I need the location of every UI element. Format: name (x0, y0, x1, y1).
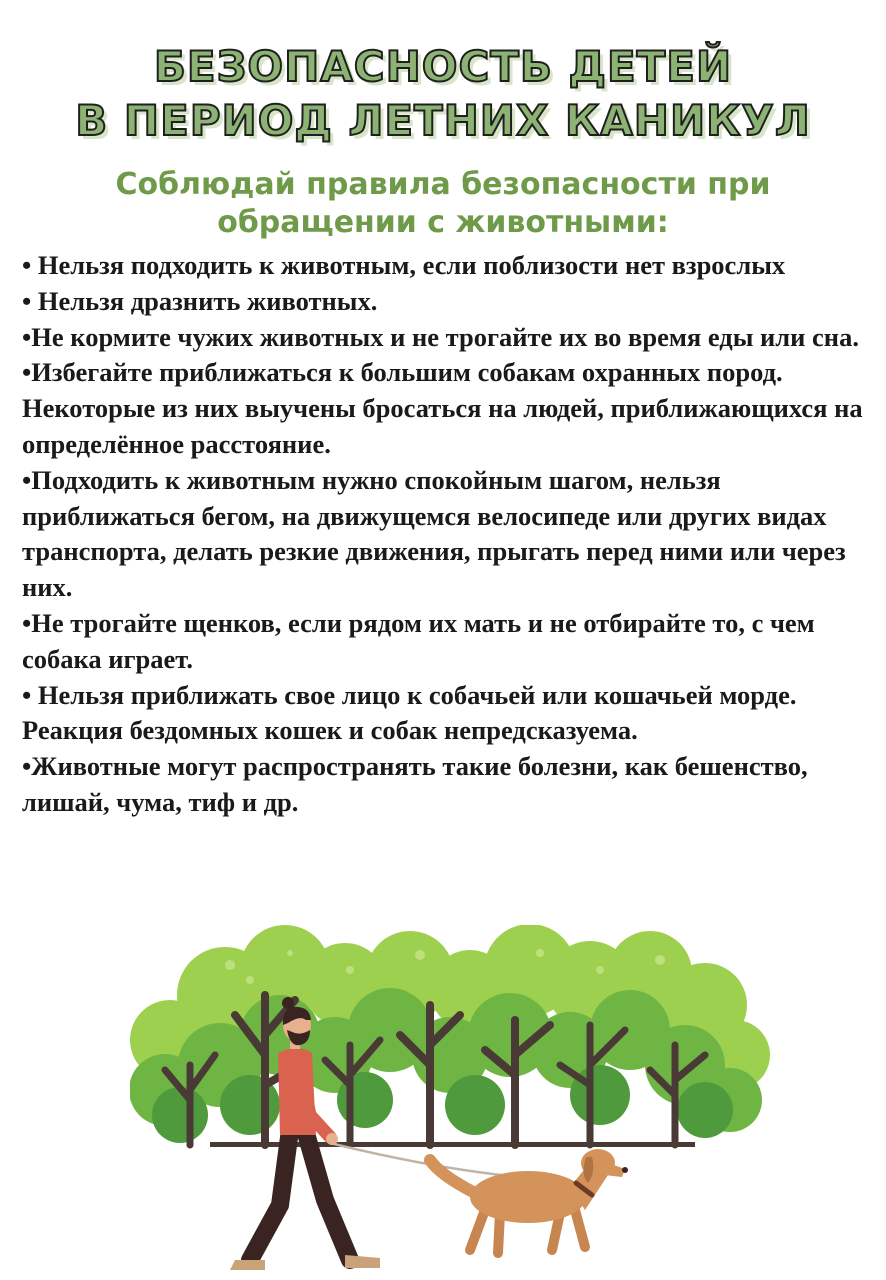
rule-item: •Не трогайте щенков, если рядом их мать и не отбирайте то, с чем собака играет. (22, 607, 815, 674)
rule-item: •Подходить к животным нужно спокойным шагом, нельзя приближаться бегом, на движущемся велосипеде или других видах транспорта, делать резкие движения, прыгать перед ними или через них. (22, 464, 846, 603)
rule-item: •Избегайте приближаться к большим собакам охранных пород. Некоторые из них выучены бросаться на людей, приближающихся на определённое расстояние. (22, 357, 863, 459)
rule-item: • Нельзя дразнить животных. (22, 285, 378, 316)
rule-item: •Животные могут распространять такие болезни, как бешенство, лишай, чума, тиф и др. (22, 751, 808, 817)
poster-subtitle (0, 166, 886, 242)
park-walk-illustration (130, 925, 770, 1280)
rules-list (22, 248, 872, 821)
subtitle-line-1: Соблюдай правила безопасности при (115, 167, 771, 202)
rule-item: •Не кормите чужих животных и не трогайте их во время еды или сна. (22, 321, 859, 352)
rule-item: • Нельзя подходить к животным, если поблизости нет взрослых (22, 250, 786, 280)
subtitle-line-2: обращении с животными: (217, 205, 669, 240)
poster-title (0, 40, 886, 148)
trees-icon (130, 925, 770, 1147)
dog-icon (430, 1149, 628, 1253)
rule-item: • Нельзя приближать свое лицо к собачьей или кошачьей морде. Реакция бездомных кошек и собак непредсказуема. (22, 679, 797, 746)
title-line-2: В ПЕРИОД ЛЕТНИХ КАНИКУЛ (75, 96, 811, 145)
title-line-1: БЕЗОПАСНОСТЬ ДЕТЕЙ (153, 42, 733, 91)
